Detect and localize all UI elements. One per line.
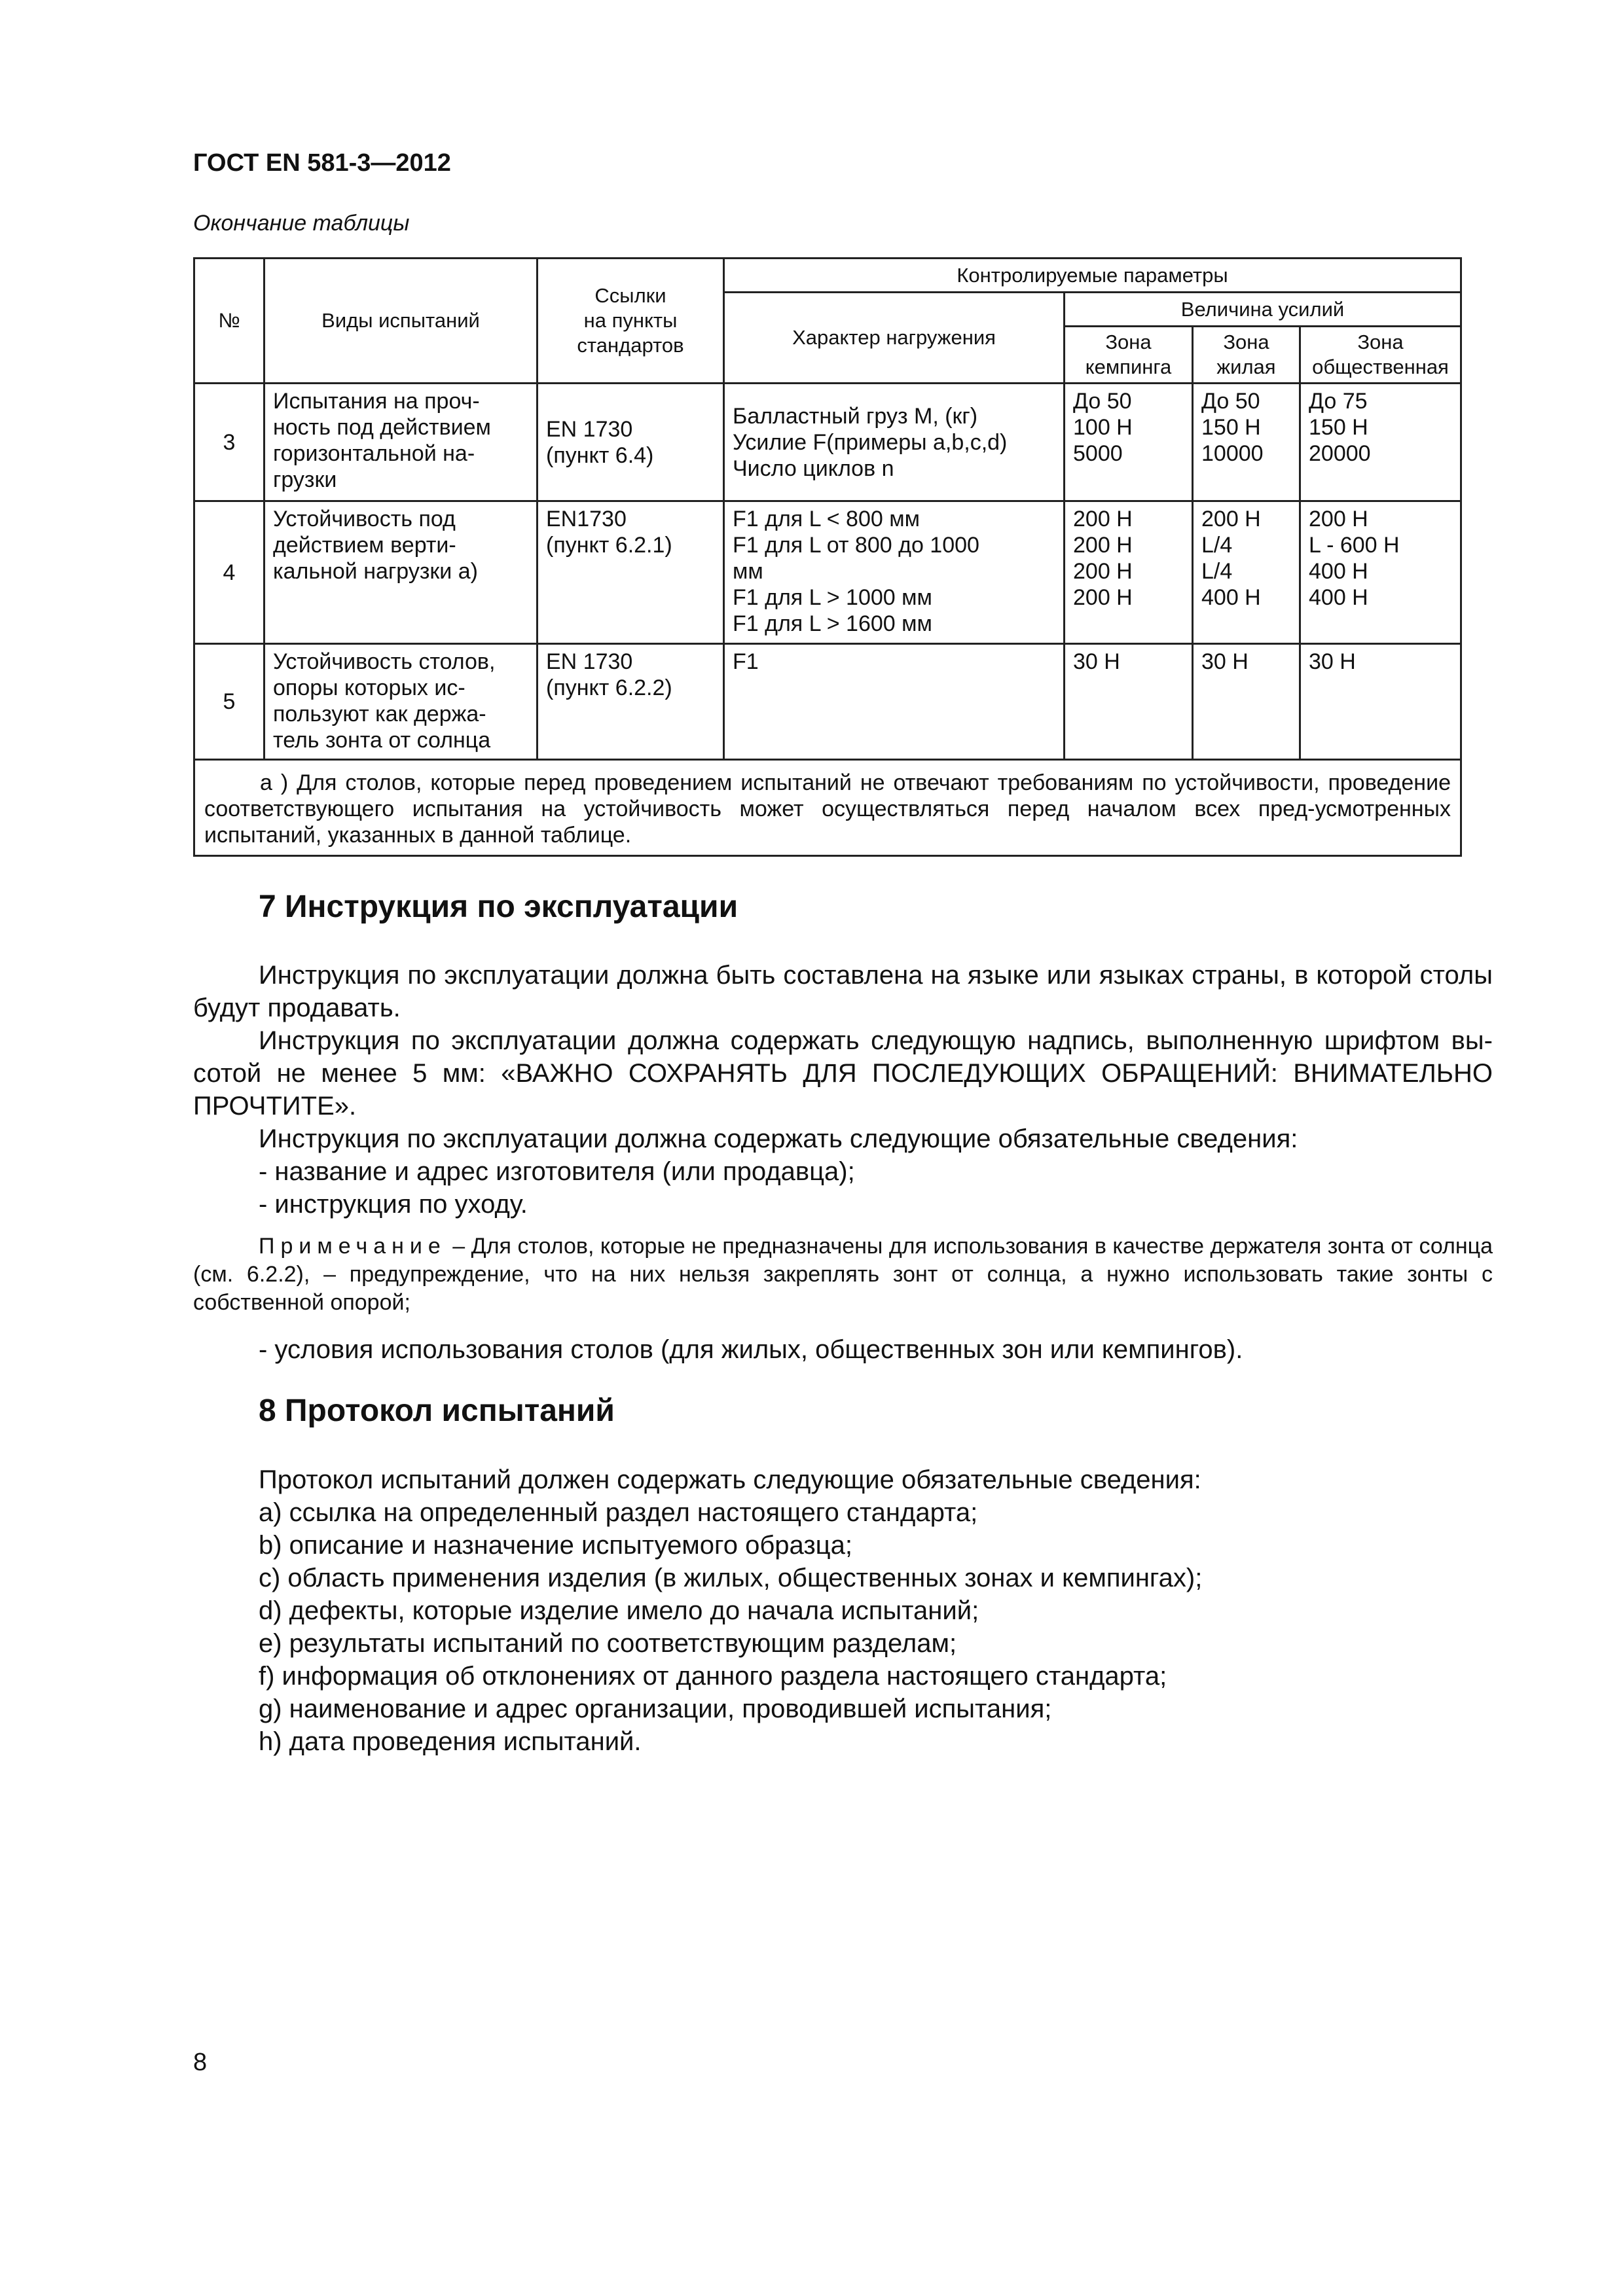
header-test-type: Виды испытаний [264, 259, 538, 384]
section-7-last-item [193, 1333, 1493, 1366]
note-label: Примечание [259, 1234, 447, 1259]
paragraph: Инструкция по эксплуатации должна быть составлена на языке или языках страны, в которой столы будут продавать. [193, 961, 1493, 1022]
note-text: – Для столов, которые не предназначены для использования в качестве держателя зонта от солнца (см. 6.2.2), – предупреждение, что на них нельзя закреплять зонт от солнца, а нужно использовать такие зонты с собственной опорой; [193, 1234, 1493, 1315]
table-row [194, 384, 1461, 501]
list-item: e) результаты испытаний по соответствующим разделам; [259, 1629, 957, 1658]
row-load: Балластный груз М, (кг) Усилие F(примеры a,b,c,d) Число циклов n [724, 384, 1065, 501]
table-footnote [194, 760, 1461, 856]
section-8-heading: 8 Протокол испытаний [259, 1393, 615, 1428]
header-load-nature: Характер нагружения [724, 293, 1065, 384]
table-row [194, 501, 1461, 644]
row-camping: 30 Н [1065, 644, 1193, 760]
list-item: g) наименование и адрес организации, проводившей испытания; [259, 1695, 1052, 1723]
row-public: 200 Н L - 600 Н 400 Н 400 Н [1300, 501, 1461, 644]
note [193, 1232, 1493, 1317]
row-test: Устойчивость под действием верти- кальной нагрузки a) [264, 501, 538, 644]
list-item: c) область применения изделия (в жилых, общественных зонах и кемпингах); [259, 1564, 1203, 1592]
section-7-body [193, 959, 1493, 1221]
row-residential: 200 Н L/4 L/4 400 Н [1193, 501, 1300, 644]
row-num: 5 [194, 644, 264, 760]
row-ref: EN 1730 (пункт 6.4) [538, 384, 724, 501]
row-ref: EN 1730 (пункт 6.2.2) [538, 644, 724, 760]
list-item: a) ссылка на определенный раздел настоящего стандарта; [259, 1498, 978, 1527]
row-load: F1 [724, 644, 1065, 760]
section-8-body [193, 1463, 1493, 1758]
list-item: - инструкция по уходу. [259, 1190, 528, 1219]
table-row [194, 644, 1461, 760]
list-item: - условия использования столов (для жилых, общественных зон или кемпингов). [259, 1335, 1243, 1364]
page-number: 8 [193, 2049, 208, 2076]
row-test: Устойчивость столов, опоры которых ис- пользуют как держа- тель зонта от солнца [264, 644, 538, 760]
row-residential: 30 Н [1193, 644, 1300, 760]
list-item: b) описание и назначение испытуемого образца; [259, 1531, 852, 1560]
list-item: d) дефекты, которые изделие имело до начала испытаний; [259, 1596, 979, 1625]
row-test: Испытания на проч- ность под действием горизонтальной на- грузки [264, 384, 538, 501]
table-caption: Окончание таблицы [193, 211, 410, 236]
row-camping: 200 Н 200 Н 200 Н 200 Н [1065, 501, 1193, 644]
header-controlled-params: Контролируемые параметры [724, 259, 1461, 293]
paragraph: Протокол испытаний должен содержать следующие обязательные сведения: [259, 1465, 1201, 1494]
table-footnote-row [194, 760, 1461, 856]
header-force: Величина усилий [1065, 293, 1461, 327]
row-load: F1 для L < 800 мм F1 для L от 800 до 1000 мм F1 для L > 1000 мм F1 для L > 1600 мм [724, 501, 1065, 644]
section-7-heading: 7 Инструкция по эксплуатации [259, 889, 739, 924]
document-title: ГОСТ EN 581-3—2012 [193, 149, 451, 177]
row-camping: До 50 100 Н 5000 [1065, 384, 1193, 501]
header-refs: Ссылки на пункты стандартов [538, 259, 724, 384]
footnote-text: a ) Для столов, которые перед проведением испытаний не отвечают требованиям по устойчивости, проведение соответствующего испытания на устойчивость может осуществляться перед началом всех пред-усмотренных испытаний, указанных в данной таблице. [204, 770, 1451, 848]
row-num: 4 [194, 501, 264, 644]
paragraph: Инструкция по эксплуатации должна содержать следующую надпись, выполненную шрифтом вы-сотой не менее 5 мм: «ВАЖНО СОХРАНЯТЬ ДЛЯ ПОСЛЕДУЮЩИХ ОБРАЩЕНИЙ: ВНИМАТЕЛЬНО ПРОЧТИТЕ». [193, 1026, 1493, 1121]
header-zone-camping: Зона кемпинга [1065, 327, 1193, 384]
row-public: 30 Н [1300, 644, 1461, 760]
list-item: h) дата проведения испытаний. [259, 1727, 642, 1756]
list-item: - название и адрес изготовителя (или продавца); [259, 1157, 855, 1186]
header-num: № [194, 259, 264, 384]
row-ref: EN1730 (пункт 6.2.1) [538, 501, 724, 644]
test-parameters-table [193, 257, 1462, 857]
row-num: 3 [194, 384, 264, 501]
header-zone-residential: Зона жилая [1193, 327, 1300, 384]
list-item: f) информация об отклонениях от данного раздела настоящего стандарта; [259, 1662, 1167, 1691]
header-zone-public: Зона общественная [1300, 327, 1461, 384]
paragraph: Инструкция по эксплуатации должна содержать следующие обязательные сведения: [259, 1124, 1298, 1153]
row-public: До 75 150 Н 20000 [1300, 384, 1461, 501]
row-residential: До 50 150 Н 10000 [1193, 384, 1300, 501]
